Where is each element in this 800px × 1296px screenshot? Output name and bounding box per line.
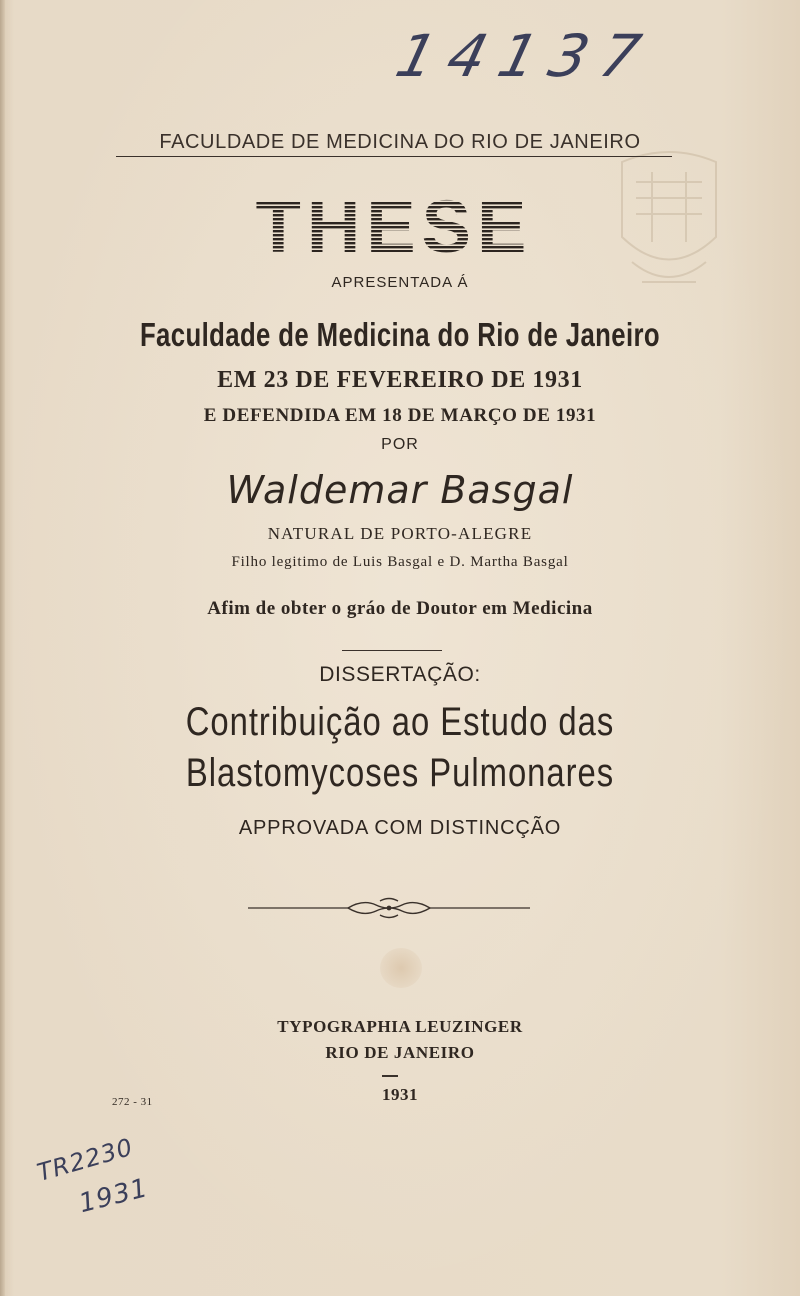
paper-stain [380, 948, 422, 988]
print-code: 272 - 31 [112, 1096, 153, 1108]
these-title-text: THESE [255, 190, 533, 258]
author-origin: NATURAL DE PORTO-ALEGRE [267, 524, 533, 543]
degree-purpose: Afim de obter o gráo de Doutor em Medicina [207, 598, 593, 619]
printer-city: RIO DE JANEIRO [325, 1043, 475, 1062]
defense-date: E DEFENDIDA EM 18 DE MARÇO DE 1931 [203, 405, 597, 426]
institution-heading: FACULDADE DE MEDICINA DO RIO DE JANEIRO [159, 131, 641, 153]
presentation-date: EM 23 DE FEVEREIRO DE 1931 [217, 367, 583, 393]
handwritten-shelf-mark: TR2230 [34, 1132, 137, 1187]
approval-status: APPROVADA COM DISTINCÇÃO [238, 817, 562, 839]
printer-name: TYPOGRAPHIA LEUZINGER [277, 1017, 523, 1036]
handwritten-catalog-number: 14137 [389, 22, 661, 90]
year-dash [382, 1075, 398, 1077]
dissertation-title-line-1: Contribuição ao Estudo das [185, 700, 615, 744]
dissertation-label: DISSERTAÇÃO: [319, 663, 481, 686]
heading-rule [116, 156, 672, 157]
by-label: POR [381, 436, 419, 453]
these-title [238, 190, 550, 258]
dissertation-title-line-2: Blastomycoses Pulmonares [185, 751, 615, 795]
presented-to-label: APRESENTADA Á [331, 274, 469, 291]
handwritten-shelf-year: 1931 [76, 1173, 152, 1220]
publication-year: 1931 [382, 1085, 418, 1104]
author-name: Waldemar Basgal [226, 468, 574, 512]
section-rule [342, 650, 442, 651]
faculty-name: Faculdade de Medicina do Rio de Janeiro [139, 316, 661, 353]
ornamental-divider [248, 895, 530, 921]
author-parents: Filho legitimo de Luis Basgal e D. Martha Basgal [231, 554, 569, 570]
